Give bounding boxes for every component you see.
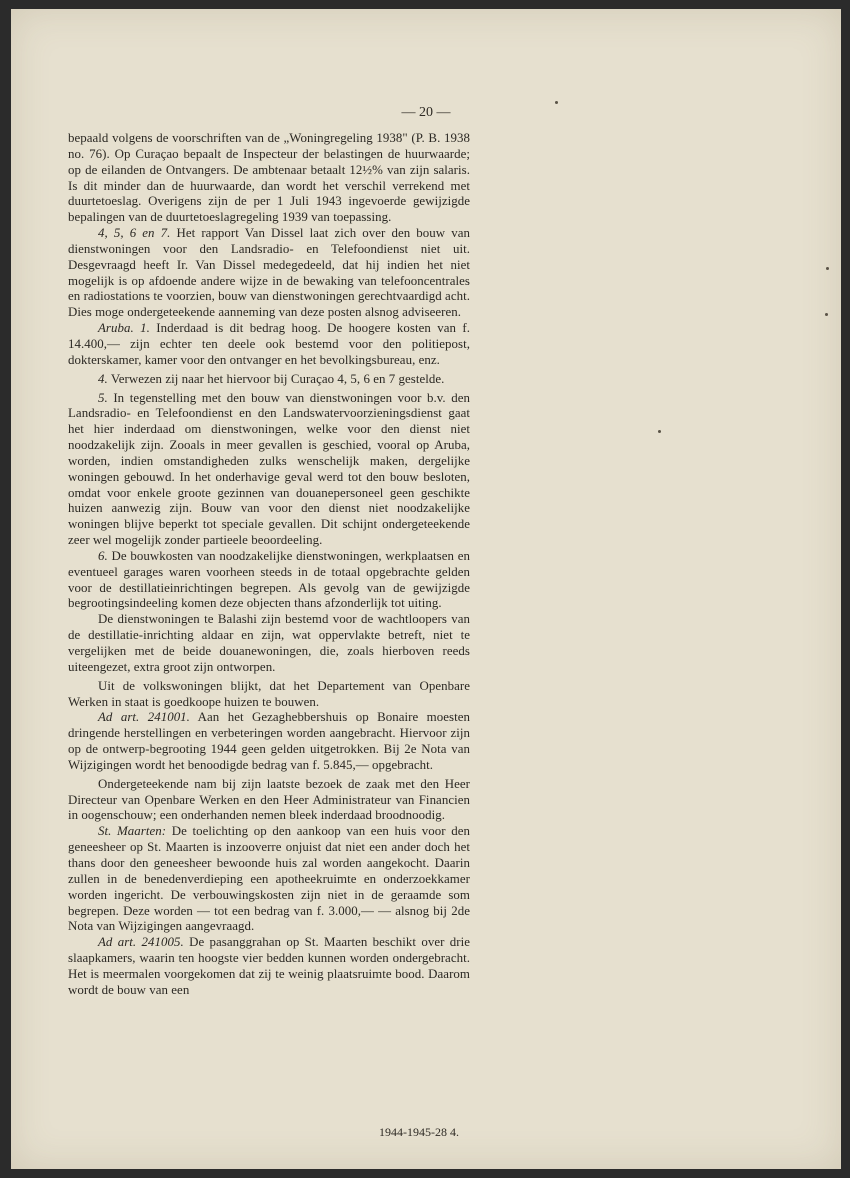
paragraph xyxy=(68,131,470,226)
paragraph-text: Het rapport Van Dissel laat zich over den bouw van dienstwoningen voor den Landsradio- en Telefoondienst niet uit. Desgevraagd heeft Ir. Van Dissel medegedeeld, dat hij indien het niet mogelijk is op afdoende andere wijze in de bewaking van telefooncentrales en radiostations te voorzien, bouw van dienstwoningen gerechtvaardigd acht. Dies moge ondergeteekende aanneming van deze posten alsnog adviseeren. xyxy=(68,226,470,320)
paragraph-lead: 5. xyxy=(98,390,108,405)
body-text xyxy=(68,131,470,999)
paragraph xyxy=(68,935,470,998)
paragraph-text: De pasanggrahan op St. Maarten beschikt over drie slaapkamers, waarin ten hoogste vier bedden kunnen worden ondergebracht. Het is meermalen voorgekomen dat zij te weinig plaatsruimte bood. Daarom wordt de bouw van een xyxy=(68,935,470,997)
paragraph-text: De toelichting op den aankoop van een huis voor den geneesheer op St. Maarten is inzooverre onjuist dat niet een ander doch het thans door den geneesheer bewoonde huis zal worden aangekocht. Daarin zullen in de benedenverdieping een apotheekruimte en onderzoekkamer worden ingericht. De verbouwingskosten zijn niet in de geraamde som begrepen. Deze worden — tot een bedrag van f. 3.000,— — alsnog bij 2de Nota van Wijzigingen aangevraagd. xyxy=(68,824,470,934)
paragraph xyxy=(68,391,470,549)
page-number: — 20 — xyxy=(401,105,451,120)
paragraph-text: Verwezen zij naar het hiervoor bij Curaçao 4, 5, 6 en 7 gestelde. xyxy=(110,371,445,386)
paragraph-text: Uit de volkswoningen blijkt, dat het Departement van Openbare Werken in staat is goedkoope huizen te bouwen. xyxy=(68,678,470,709)
paragraph-lead: St. Maarten: xyxy=(98,824,167,839)
paragraph-lead: Aruba. 1. xyxy=(98,321,150,336)
paragraph-text: De bouwkosten van noodzakelijke dienstwoningen, werkplaatsen en eventueel garages waren voorheen steeds in de totaal opgebrachte gelden voor de destillatieinrichtingen begrepen. Als gevolg van de gewijzigde begrootingsindeeling komen deze objecten thans afzonderlijk tot uiting. xyxy=(68,548,470,611)
paragraph xyxy=(68,710,470,773)
paragraph xyxy=(68,679,470,711)
paragraph xyxy=(68,321,470,369)
paper-speck xyxy=(825,313,828,316)
paragraph xyxy=(68,824,470,935)
paragraph xyxy=(68,777,470,825)
paragraph xyxy=(68,549,470,612)
paper-speck xyxy=(826,267,829,270)
document-page xyxy=(11,9,841,1169)
footer-reference: 1944-1945-28 4. xyxy=(379,1125,459,1139)
paragraph-text: Aan het Gezaghebbershuis op Bonaire moesten dringende herstellingen en verbeteringen worden aangebracht. Hiervoor zijn op de ontwerp-begrooting 1944 geen gelden uitgetrokken. Bij 2e Nota van Wijzigingen wordt het benoodigde bedrag van f. 5.845,— opgebracht. xyxy=(68,710,470,772)
paragraph xyxy=(68,226,470,321)
paragraph-lead: Ad art. 241001. xyxy=(98,710,190,725)
paragraph-lead: 6. xyxy=(98,548,108,563)
paragraph-text: In tegenstelling met den bouw van dienstwoningen voor b.v. den Landsradio- en Telefoondienst en den Landswatervoorzieningsdienst gaat het hier inderdaad om dienstwoningen, welke voor den dienst niet noodzakelijk zijn. Zooals in meer gevallen is geschied, vooral op Aruba, worden, indien omstandigheden zulks wenschelijk maken, dergelijke woningen gebouwd. In het onderhavige geval werd tot den bouw besloten, omdat voor enkele groote gezinnen van douanepersoneel geen geschikte huizen aanwezig zijn. Bouw van voor den dienst niet noodzakelijke woningen blijve beperkt tot speciale gevallen. Dit schijnt ondergeteekende zeer wel mogelijk zonder partieele beoordeeling. xyxy=(68,390,470,548)
paragraph-lead: Ad art. 241005. xyxy=(98,935,184,950)
paragraph-text: De dienstwoningen te Balashi zijn bestemd voor de wachtloopers van de destillatie-inrichting aldaar en zijn, wat oppervlakte betreft, niet te vergelijken met de beide douanewoningen, die, zoals hierboven reeds uiteengezet, extra groot zijn ontworpen. xyxy=(68,612,470,674)
paragraph-text: Ondergeteekende nam bij zijn laatste bezoek de zaak met den Heer Directeur van Openbare Werken en den Heer Administrateur van Financien in oogenschouw; een onderhanden nemen bleek inderdaad broodnoodig. xyxy=(68,776,470,823)
paragraph-lead: 4, 5, 6 en 7. xyxy=(98,226,171,241)
paragraph xyxy=(68,612,470,675)
paragraph-text: bepaald volgens de voorschriften van de „Woningregeling 1938" (P. B. 1938 no. 76). Op Curaçao bepaalt de Inspecteur der belastingen de huurwaarde; op de eilanden de Ontvangers. De ambtenaar betaalt 12½% van zijn salaris. Is dit minder dan de huurwaarde, dan wordt het verschil verrekend met duurtetoeslag. Overigens zijn de per 1 Juli 1943 ingevoerde gewijzigde bepalingen van de duurtetoeslagregeling 1939 van toepassing. xyxy=(68,131,470,225)
paragraph xyxy=(68,372,470,388)
paragraph-lead: 4. xyxy=(98,371,108,386)
paper-speck xyxy=(555,101,558,104)
paper-speck xyxy=(658,430,661,433)
paragraph-text: Inderdaad is dit bedrag hoog. De hoogere kosten van f. 14.400,— zijn echter ten deele ook bestemd voor den politiepost, dokterskamer, kamer voor den ontvanger en het bevolkingsbureau, enz. xyxy=(68,321,470,367)
